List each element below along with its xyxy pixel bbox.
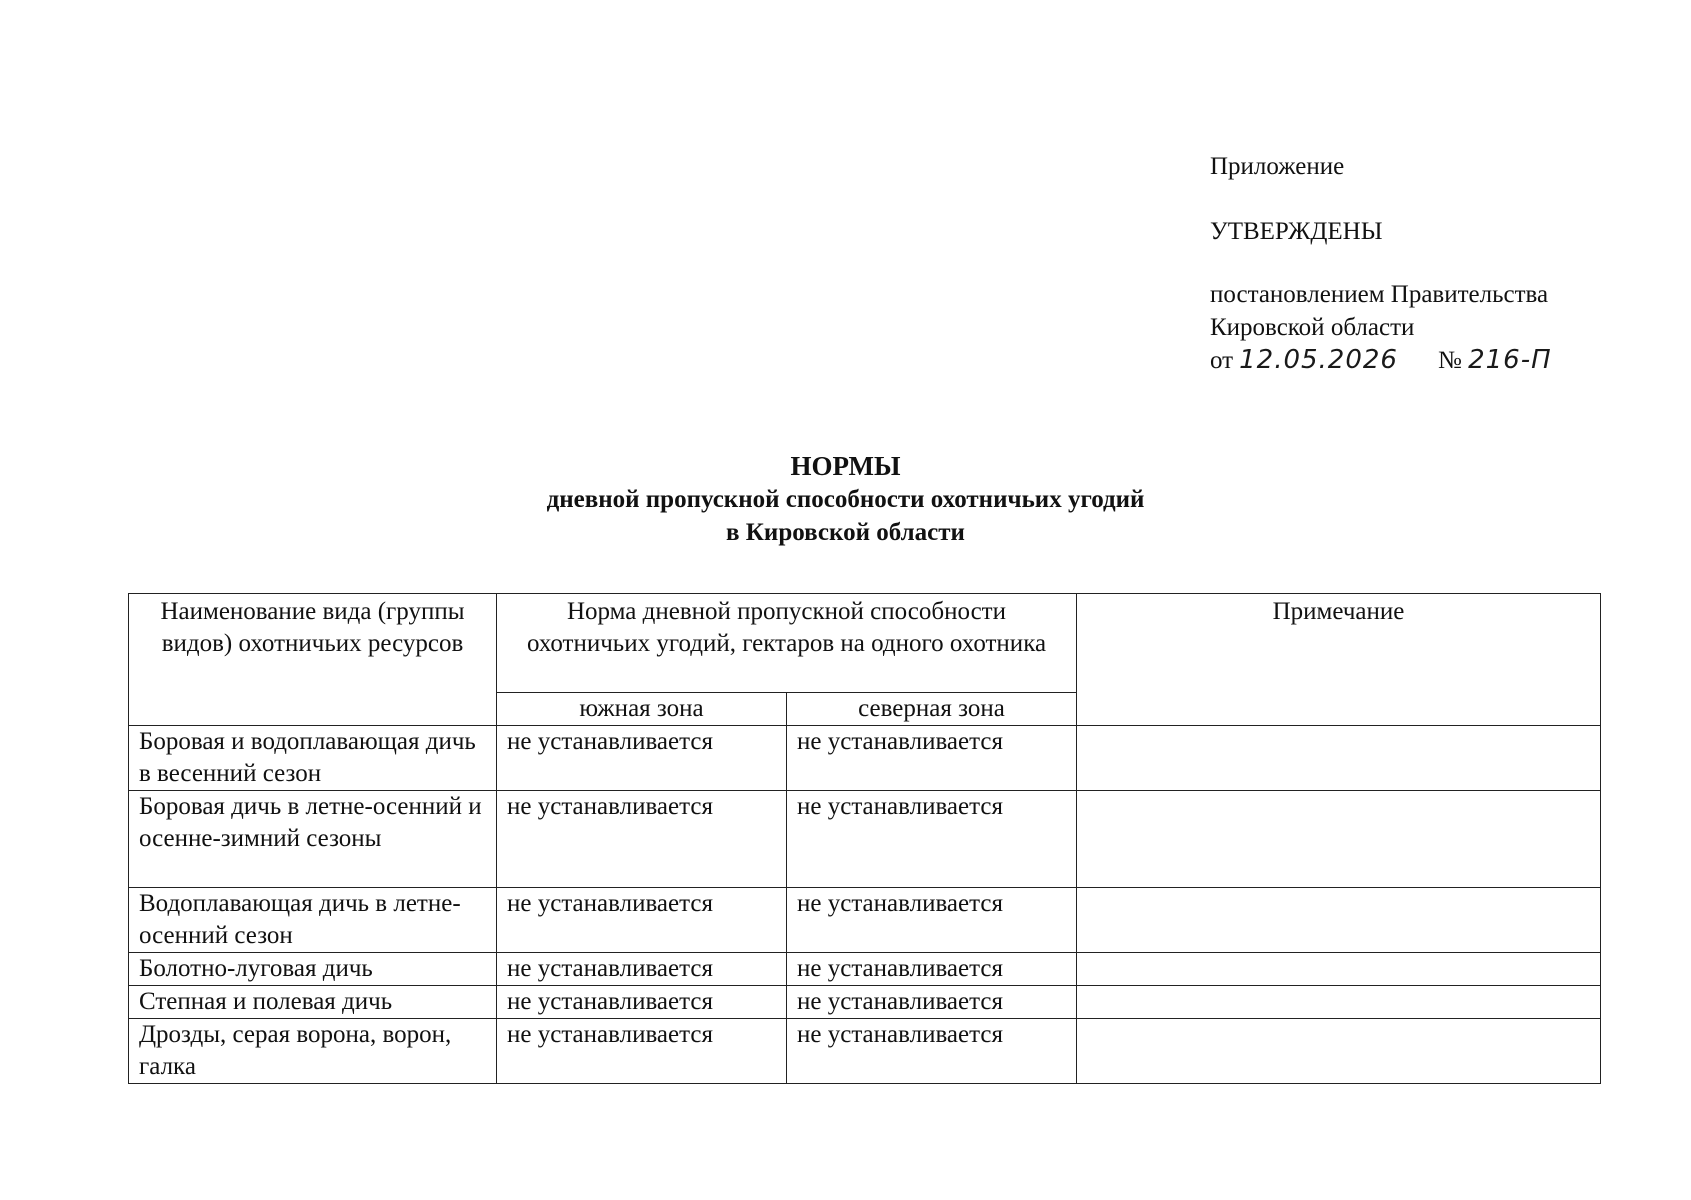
cell-south: не устанавливается bbox=[497, 953, 787, 986]
title-line-2: дневной пропускной способности охотничьих угодий bbox=[546, 486, 1145, 513]
norms-table bbox=[128, 593, 1601, 1084]
cell-note bbox=[1077, 888, 1601, 953]
number-label: № bbox=[1437, 347, 1462, 374]
cell-north: не устанавливается bbox=[787, 791, 1077, 888]
cell-north: не устанавливается bbox=[787, 986, 1077, 1019]
table-row bbox=[129, 986, 1601, 1019]
cell-species: Водоплавающая дичь в летне-осенний сезон bbox=[129, 888, 497, 953]
cell-species: Боровая и водоплавающая дичь в весенний сезон bbox=[129, 726, 497, 791]
header-species: Наименование вида (группы видов) охотничьих ресурсов bbox=[129, 594, 497, 726]
header-norm: Норма дневной пропускной способности охотничьих угодий, гектаров на одного охотника bbox=[497, 594, 1077, 693]
table-row bbox=[129, 1019, 1601, 1084]
cell-note bbox=[1077, 1019, 1601, 1084]
table-row bbox=[129, 791, 1601, 888]
header-north-zone: северная зона bbox=[787, 693, 1077, 726]
approved-label: УТВЕРЖДЕНЫ bbox=[1210, 218, 1383, 245]
title-line-3: в Кировской области bbox=[726, 519, 965, 546]
cell-north: не устанавливается bbox=[787, 953, 1077, 986]
resolution-line-2: Кировской области bbox=[1210, 314, 1415, 341]
cell-south: не устанавливается bbox=[497, 888, 787, 953]
cell-south: не устанавливается bbox=[497, 1019, 787, 1084]
cell-south: не устанавливается bbox=[497, 791, 787, 888]
cell-species: Степная и полевая дичь bbox=[129, 986, 497, 1019]
cell-north: не устанавливается bbox=[787, 1019, 1077, 1084]
cell-south: не устанавливается bbox=[497, 986, 787, 1019]
handwritten-date: 12.05.2026 bbox=[1239, 345, 1398, 375]
resolution-line-1: постановлением Правительства bbox=[1210, 281, 1549, 308]
table-row bbox=[129, 953, 1601, 986]
document-title bbox=[0, 450, 1691, 549]
cell-note bbox=[1077, 791, 1601, 888]
cell-species: Болотно-луговая дичь bbox=[129, 953, 497, 986]
header-south-zone: южная зона bbox=[497, 693, 787, 726]
cell-species: Боровая дичь в летне-осенний и осенне-зимний сезоны bbox=[129, 791, 497, 888]
date-number-line bbox=[1210, 344, 1650, 377]
title-line-1: НОРМЫ bbox=[790, 451, 901, 481]
cell-north: не устанавливается bbox=[787, 726, 1077, 791]
cell-north: не устанавливается bbox=[787, 888, 1077, 953]
table-row bbox=[129, 888, 1601, 953]
cell-note bbox=[1077, 953, 1601, 986]
cell-note bbox=[1077, 726, 1601, 791]
header-note: Примечание bbox=[1077, 594, 1601, 726]
cell-species: Дрозды, серая ворона, ворон, галка bbox=[129, 1019, 497, 1084]
from-label: от bbox=[1210, 347, 1234, 374]
cell-south: не устанавливается bbox=[497, 726, 787, 791]
appendix-label: Приложение bbox=[1210, 153, 1345, 180]
table-row bbox=[129, 726, 1601, 791]
approval-header bbox=[1210, 150, 1650, 377]
handwritten-number: 216-П bbox=[1468, 345, 1552, 375]
cell-note bbox=[1077, 986, 1601, 1019]
